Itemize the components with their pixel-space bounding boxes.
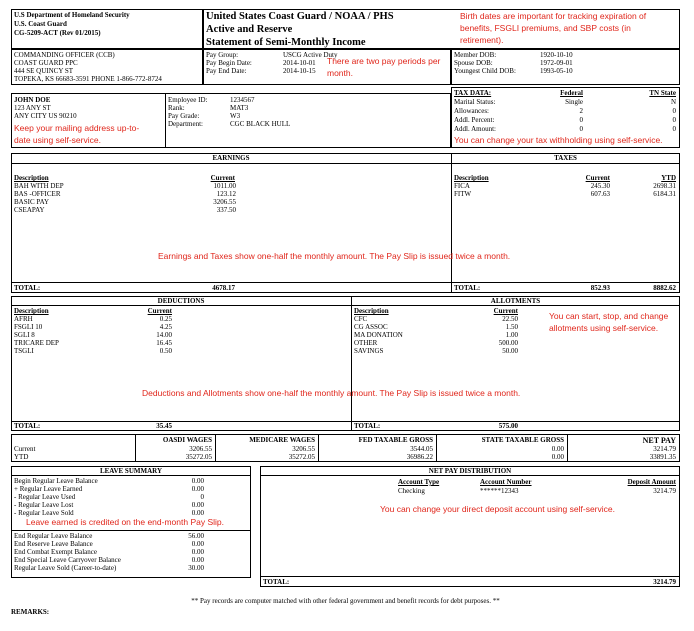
medicare-header: MEDICARE WAGES — [249, 436, 315, 444]
fed-taxable-header: FED TAXABLE GROSS — [358, 436, 433, 444]
tax-current: 245.30 — [590, 182, 610, 190]
allotment-desc: MA DONATION — [354, 331, 403, 340]
remarks-label: REMARKS: — [11, 608, 50, 616]
deductions-total-line — [11, 421, 680, 422]
leave-value: 30.00 — [188, 564, 204, 573]
leave-label: - Regular Leave Sold — [14, 509, 74, 518]
leave-value: 0.00 — [191, 540, 204, 549]
allotment-current: 22.50 — [502, 315, 518, 323]
child-dob-label: Youngest Child DOB: — [454, 67, 516, 75]
oasdi-current: 3206.55 — [189, 445, 212, 453]
leave-value: 0.00 — [191, 509, 204, 518]
allotments-row — [354, 315, 518, 355]
state-marital: N — [670, 98, 676, 106]
net-pay-distribution-title: NET PAY DISTRIBUTION — [428, 467, 512, 475]
earnings-total: 4678.17 — [212, 284, 235, 292]
earnings-header-line — [11, 163, 680, 164]
wages-ytd-label: YTD — [14, 453, 29, 461]
earnings-total-line — [11, 282, 680, 283]
allotments-title: ALLOTMENTS — [490, 297, 541, 305]
state-addl-percent: 0 — [672, 116, 676, 124]
allotment-current: 1.00 — [505, 331, 518, 340]
deduction-current: 16.45 — [156, 339, 172, 348]
title-line-2: Active and Reserve — [206, 24, 293, 35]
deduction-desc: AFRH — [14, 315, 33, 323]
earnings-row — [14, 182, 236, 214]
allotment-current: 1.50 — [505, 323, 518, 332]
deductions-desc-header: Description — [14, 307, 49, 315]
taxes-desc-header: Description — [454, 174, 489, 182]
wages-divider-2 — [215, 434, 216, 462]
state-allowances: 0 — [672, 107, 676, 115]
earnings-current: 3206.55 — [213, 198, 236, 207]
allotments-current-header: Current — [493, 307, 518, 315]
command-line-2: COAST GUARD PPC — [14, 59, 78, 67]
deductions-total-label: TOTAL: — [14, 422, 41, 430]
command-line-4: TOPEKA, KS 66683-3591 PHONE 1-866-772-8724 — [14, 75, 162, 83]
rank-value: MAT3 — [230, 104, 249, 112]
tax-ytd: 6184.31 — [653, 190, 676, 199]
wages-current-label: Current — [14, 445, 36, 453]
employee-id-label: Employee ID: — [168, 96, 208, 104]
deductions-total: 35.45 — [156, 422, 172, 430]
disclaimer-text: ** Pay records are computer matched with other federal government and benefit records for debt purposes. ** — [191, 597, 500, 605]
title-line-1: United States Coast Guard / NOAA / PHS — [206, 11, 394, 22]
allotments-total: 575.00 — [498, 422, 518, 430]
leave-label: - Regular Leave Used — [14, 493, 76, 502]
mailing-address-note: Keep your mailing address up-to-date using self-service. — [14, 123, 140, 145]
wages-divider-3 — [318, 434, 319, 462]
pay-end-value: 2014-10-15 — [283, 67, 316, 75]
wages-divider-5 — [567, 434, 568, 462]
agency-line-1: U.S Department of Homeland Security — [14, 11, 130, 19]
tax-current: 607.63 — [590, 190, 610, 199]
state-taxable-header: STATE TAXABLE GROSS — [481, 436, 564, 444]
leave-label: - Regular Leave Lost — [14, 501, 74, 510]
account-number-header: Account Number — [480, 478, 532, 486]
state-taxable-ytd: 0.00 — [551, 453, 564, 461]
tax-federal-header: Federal — [560, 89, 583, 97]
command-line-3: 444 SE QUINCY ST — [14, 67, 74, 75]
leave-label: Begin Regular Leave Balance — [14, 477, 98, 485]
state-taxable-current: 0.00 — [551, 445, 564, 453]
deductions-allotments-note: Deductions and Allotments show one-half the monthly amount. The Pay Slip is issued twice a month. — [142, 388, 521, 398]
allotment-desc: SAVINGS — [354, 347, 384, 356]
pay-grade-label: Pay Grade: — [168, 112, 200, 120]
rank-label: Rank: — [168, 104, 185, 112]
earnings-current: 337.50 — [216, 206, 236, 215]
member-dob-value: 1920-10-10 — [540, 51, 573, 59]
deductions-allotments-divider — [351, 296, 352, 431]
deduction-desc: SGLI 8 — [14, 331, 35, 340]
tax-desc: FICA — [454, 182, 470, 190]
addl-amount-label: Addl. Amount: — [454, 125, 497, 133]
allotments-total-label: TOTAL: — [354, 422, 381, 430]
pay-end-label: Pay End Date: — [206, 67, 247, 75]
leave-title: LEAVE SUMMARY — [99, 467, 163, 475]
medicare-ytd: 35272.05 — [288, 453, 315, 461]
member-address-2: ANY CITY US 90210 — [14, 112, 77, 120]
deduction-desc: FSGLI 10 — [14, 323, 43, 332]
deductions-row — [14, 315, 172, 355]
deduction-current: 0.25 — [159, 315, 172, 323]
birth-dates-note: Birth dates are important for tracking expiration of benefits, FSGLI premiums, and SBP costs (in retirement). — [460, 11, 647, 45]
pay-group-value: USCG Active Duty — [283, 51, 338, 59]
earnings-desc: BAS -OFFICER — [14, 190, 61, 199]
taxes-ytd-header: YTD — [661, 174, 676, 182]
medicare-current: 3206.55 — [292, 445, 315, 453]
deposit-amount-value: 3214.79 — [653, 487, 676, 495]
member-dob-label: Member DOB: — [454, 51, 497, 59]
net-pay-total: 3214.79 — [653, 578, 676, 586]
federal-addl-amount: 0 — [579, 125, 583, 133]
net-pay-total-label: TOTAL: — [263, 578, 290, 586]
taxes-total-label: TOTAL: — [454, 284, 481, 292]
allotments-desc-header: Description — [354, 307, 389, 315]
oasdi-ytd: 35272.05 — [185, 453, 212, 461]
tax-desc: FITW — [454, 190, 472, 199]
member-name: JOHN DOE — [14, 96, 51, 104]
leave-value: 0 — [200, 493, 204, 502]
federal-marital: Single — [565, 98, 583, 106]
leave-header-line — [11, 475, 251, 476]
leave-value: 0.00 — [191, 548, 204, 557]
taxes-total-current: 852.93 — [590, 284, 610, 292]
deduction-desc: TSGLI — [14, 347, 34, 356]
wages-divider-1 — [135, 434, 136, 462]
earnings-current: 123.12 — [216, 190, 236, 199]
earnings-desc: BASIC PAY — [14, 198, 50, 207]
title-line-3: Statement of Semi-Monthly Income — [206, 37, 366, 48]
leave-label: Regular Leave Sold (Career-to-date) — [14, 564, 117, 573]
earnings-title: EARNINGS — [212, 154, 250, 162]
command-line-1: COMMANDING OFFICER (CCB) — [14, 51, 115, 59]
deduction-desc: TRICARE DEP — [14, 339, 59, 348]
earnings-taxes-divider — [451, 153, 452, 293]
marital-status-label: Marital Status: — [454, 98, 496, 106]
fed-taxable-ytd: 36986.22 — [406, 453, 433, 461]
deductions-header-line — [11, 305, 680, 306]
department-label: Department: — [168, 120, 203, 128]
earnings-total-label: TOTAL: — [14, 284, 41, 292]
pay-begin-label: Pay Begin Date: — [206, 59, 252, 67]
deduction-current: 4.25 — [159, 323, 172, 332]
form-number: CG-5209-ACT (Rev 01/2015) — [14, 29, 101, 37]
account-type-header: Account Type — [398, 478, 440, 486]
earnings-desc: CSEAPAY — [14, 206, 45, 215]
spouse-dob-label: Spouse DOB: — [454, 59, 493, 67]
pay-periods-note: There are two pay periods per month. — [327, 56, 441, 78]
net-pay-total-line — [260, 576, 680, 577]
pay-grade-value: W3 — [230, 112, 241, 120]
allotments-note: You can start, stop, and change allotments using self-service. — [549, 311, 669, 333]
allowances-label: Allowances: — [454, 107, 489, 115]
leave-bottom-list — [14, 532, 204, 572]
allotment-desc: CFC — [354, 315, 368, 323]
federal-allowances: 2 — [579, 107, 583, 115]
earnings-taxes-note: Earnings and Taxes show one-half the monthly amount. The Pay Slip is issued twice a month. — [158, 251, 511, 261]
child-dob-value: 1993-05-10 — [540, 67, 573, 75]
leave-label: End Combat Exempt Balance — [14, 548, 98, 557]
state-addl-amount: 0 — [672, 125, 676, 133]
member-divider — [165, 93, 166, 148]
leave-label: + Regular Leave Earned — [14, 485, 83, 494]
net-pay-header-line — [260, 475, 680, 476]
earnings-desc: BAH WITH DEP — [14, 182, 64, 190]
tax-ytd: 2698.31 — [653, 182, 676, 190]
allotment-current: 50.00 — [502, 347, 518, 356]
leave-value: 0.00 — [191, 477, 204, 485]
tax-withholding-note: You can change your tax withholding using self-service. — [454, 135, 663, 145]
allotment-desc: CG ASSOC — [354, 323, 388, 332]
taxes-current-header: Current — [585, 174, 610, 182]
net-pay-ytd: 33891.35 — [649, 453, 676, 461]
leave-value: 0.00 — [191, 501, 204, 510]
leave-value: 0.00 — [191, 485, 204, 494]
leave-label: End Special Leave Carryover Balance — [14, 556, 121, 565]
employee-id-value: 1234567 — [230, 96, 255, 104]
fed-taxable-current: 3544.05 — [410, 445, 433, 453]
allotment-desc: OTHER — [354, 339, 378, 348]
leave-value: 56.00 — [188, 532, 204, 540]
wages-divider-4 — [436, 434, 437, 462]
taxes-row — [454, 182, 676, 198]
taxes-title: TAXES — [554, 154, 577, 162]
federal-addl-percent: 0 — [579, 116, 583, 124]
oasdi-header: OASDI WAGES — [162, 436, 212, 444]
net-pay-header: NET PAY — [642, 436, 676, 445]
direct-deposit-note: You can change your direct deposit account using self-service. — [380, 504, 615, 514]
deduction-current: 14.00 — [156, 331, 172, 340]
account-type-value: Checking — [398, 487, 425, 495]
earnings-desc-header: Description — [14, 174, 49, 182]
account-number-value: ******12343 — [480, 487, 519, 495]
tax-data-title: TAX DATA: — [454, 89, 492, 97]
allotment-current: 500.00 — [498, 339, 518, 348]
leave-earned-note: Leave earned is credited on the end-month Pay Slip. — [26, 517, 224, 527]
leave-value: 0.00 — [191, 556, 204, 565]
addl-percent-label: Addl. Percent: — [454, 116, 495, 124]
spouse-dob-value: 1972-09-01 — [540, 59, 573, 67]
pay-begin-value: 2014-10-01 — [283, 59, 316, 67]
deduction-current: 0.50 — [159, 347, 172, 356]
deductions-title: DEDUCTIONS — [157, 297, 205, 305]
earnings-current: 1011.00 — [213, 182, 236, 190]
tax-state-header: TN State — [649, 89, 676, 97]
leave-label: End Regular Leave Balance — [14, 532, 93, 540]
pay-group-label: Pay Group: — [206, 51, 239, 59]
earnings-current-header: Current — [210, 174, 235, 182]
leave-mid-line — [11, 530, 251, 531]
net-pay-current: 3214.79 — [653, 445, 676, 453]
leave-top-list — [14, 477, 204, 517]
agency-line-2: U.S. Coast Guard — [14, 20, 67, 28]
taxes-total-ytd: 8882.62 — [653, 284, 676, 292]
leave-label: End Reserve Leave Balance — [14, 540, 93, 549]
deductions-current-header: Current — [147, 307, 172, 315]
department-value: CGC BLACK HULL — [230, 120, 291, 128]
deposit-amount-header: Deposit Amount — [627, 478, 676, 486]
member-address-1: 123 ANY ST — [14, 104, 51, 112]
